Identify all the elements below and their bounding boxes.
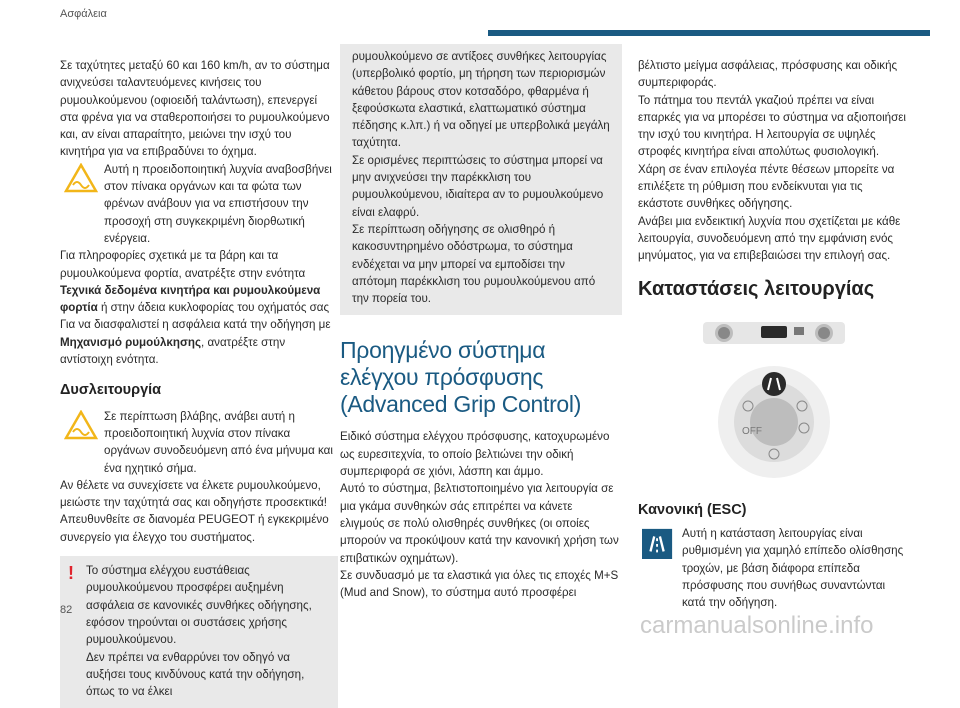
note-text: Αυτή η προειδοποιητική λυχνία αναβοσβήνει στον πίνακα οργάνων και τα φώτα των φρένων ανάβουν για να επιστήσουν την προσοχή στη συγκεκριμένη διορθωτική ενέργεια. <box>104 162 332 245</box>
mode-selector-wheel-illustration <box>714 362 834 482</box>
note-text: Σε περίπτωση βλάβης, ανάβει αυτή η προειδοποιητική λυχνία στον πίνακα οργάνων συνοδευόμενη από ένα μήνυμα και ένα ηχητικό σήμα. <box>104 409 333 475</box>
crossref-link: Τεχνικά δεδομένα κινητήρα και ρυμουλκούμενα φορτία <box>60 283 321 315</box>
subheading-malfunction: Δυσλειτουργία <box>60 382 162 399</box>
paragraph: Ειδικό σύστημα ελέγχου πρόσφυσης, κατοχυρωμένο ως ευρεσιτεχνία, το οποίο βελτιώνει την οδική συμπεριφορά σε χιόνι, λάσπη και άμμο. <box>340 430 610 479</box>
note-text: Αυτή η κατάσταση λειτουργίας είναι ρυθμισμένη για χαμηλό επίπεδο ολίσθησης τροχών, με βάση διάφορα επίπεδα πρόσφυσης που συνήθως συναντώνται κατά την οδήγηση. <box>682 527 904 610</box>
caution-text: Δεν πρέπει να ενθαρρύνει τον οδηγό να αυξήσει τους κινδύνους κατά την οδήγηση, όπως το να έλκει <box>86 650 305 699</box>
paragraph: βέλτιστο μείγμα ασφάλειας, πρόσφυσης και οδικής συμπεριφοράς. <box>638 59 898 90</box>
paragraph: Ανάβει μια ενδεικτική λυχνία που σχετίζεται με κάθε λειτουργία, συνοδευόμενη από την εμφάνιση ενός μηνύματος, για να επιβεβαιώσει την επιλογή σας. <box>638 214 901 263</box>
paragraph: Για να διασφαλιστεί η ασφάλεια κατά την οδήγηση με Μηχανισμό ρυμούλκησης, ανατρέξτε στην αντίστοιχη ενότητα. <box>60 318 331 367</box>
subheading-normal-esc: Κανονική (ESC) <box>638 501 747 518</box>
caution-text: Το σύστημα ελέγχου ευστάθειας ρυμουλκούμενου προσφέρει αυξημένη ασφάλεια σε κανονικές συνθήκες οδήγησης, εφόσον τηρούνται οι συστάσεις χρήσης ρυμουλκούμενου. <box>86 564 312 647</box>
paragraph: Αν θέλετε να συνεχίσετε να έλκετε ρυμουλκούμενο, μειώστε την ταχύτητά σας και οδηγήστε προσεκτικά! Απευθυνθείτε σε διανομέα PEUGEOT ή εγκεκριμένο συνεργείο για έλεγχο του συστήματος. <box>60 478 329 544</box>
column-2 <box>340 50 619 601</box>
dashboard-display-illustration <box>699 316 849 348</box>
section-heading-advanced-grip: Προηγμένο σύστημα ελέγχου πρόσφυσης (Advanced Grip Control) <box>340 337 582 418</box>
crossref-link: Μηχανισμό ρυμούλκησης <box>60 335 201 349</box>
caution-text: Σε ορισμένες περιπτώσεις το σύστημα μπορεί να μην ανιχνεύσει την παρέκκλιση του ρυμουλκούμενου, ιδιαίτερα αν το ρυμουλκούμενο είναι ελαφρύ. <box>352 153 604 219</box>
paragraph: Σε συνδυασμό με τα ελαστικά για όλες τις εποχές M+S (Mud and Snow), το σύστημα αυτό προσφέρει <box>340 568 619 600</box>
trailer-stability-warning-icon <box>64 163 98 193</box>
section-heading-modes: Καταστάσεις λειτουργίας <box>638 277 875 300</box>
warning-lamp-note <box>60 161 338 247</box>
page-number: 82 <box>60 604 73 616</box>
trailer-stability-warning-icon <box>64 410 98 440</box>
esc-mode-icon <box>642 527 674 559</box>
column-3 <box>638 57 910 612</box>
paragraph: Αυτό το σύστημα, βελτιστοποιημένο για λειτουργία σε μια γκάμα συνθηκών σάς επιτρέπει να κάνετε ελιγμούς σε πολύ ολισθηρές συνθήκες (οι οποίες μπορούν να προκύψουν κατά την κανονική χρήση των επιβατικών οχημάτων). <box>340 482 619 565</box>
caution-box-continued <box>340 44 622 315</box>
running-header: Ασφάλεια <box>60 8 107 20</box>
malfunction-note <box>60 408 338 477</box>
wheel-off-label: OFF <box>742 425 762 437</box>
caution-box <box>60 556 338 708</box>
header-accent-bar <box>488 30 930 36</box>
paragraph: Το πάτημα του πεντάλ γκαζιού πρέπει να είναι επαρκές για να μπορέσει το σύστημα να αξιοποιήσει την ισχύ του κινητήρα. Η λειτουργία σε υψηλές στροφές κινητήρα είναι απολύτως φυσιολογική. <box>638 93 906 159</box>
paragraph: Σε ταχύτητες μεταξύ 60 και 160 km/h, αν το σύστημα ανιχνεύσει ταλαντευόμενες κινήσεις του ρυμουλκούμενου (οφιοειδή ταλάντωση), επενεργεί στα φρένα για να σταθεροποιήσει το ρυμουλκούμενο και, αν είναι απαραίτητο, μειώνει την ισχύ του κινητήρα για να επιβραδύνει το όχημα. <box>60 59 330 159</box>
caution-text: Σε περίπτωση οδήγησης σε ολισθηρό ή κακοσυντηρημένο οδόστρωμα, το σύστημα ενδέχεται να μην μπορεί να εμποδίσει την απότομη παρέκκλιση του ρυμουλκούμενου από την πορεία του. <box>352 222 596 306</box>
caution-text: ρυμουλκούμενο σε αντίξοες συνθήκες λειτουργίας (υπερβολικό φορτίο, μη τήρηση των περιορισμών κάθετου βάρους στον κοτσαδόρο, φθαρμένα ή ξεφούσκωτα ελαστικά, ελαττωματικό σύστημα πέδησης κ.λπ.) ή να οδηγεί με υπερβολικά μεγάλη ταχύτητα. <box>352 50 610 150</box>
mode-note <box>638 525 910 611</box>
exclamation-icon: ! <box>68 563 74 584</box>
paragraph: Χάρη σε έναν επιλογέα πέντε θέσεων μπορείτε να επιλέξετε τη ρύθμιση που ενδείκνυται για τις εκάστοτε συνθήκες οδήγησης. <box>638 162 895 211</box>
paragraph: Για πληροφορίες σχετικά με τα βάρη και τα ρυμουλκούμενα φορτία, ανατρέξτε στην ενότητα Τεχνικά δεδομένα κινητήρα και ρυμουλκούμενα φορτία ή στην άδεια κυκλοφορίας του οχήματός σας <box>60 249 330 315</box>
watermark: carmanualsonline.info <box>640 612 874 639</box>
column-1 <box>60 57 338 708</box>
